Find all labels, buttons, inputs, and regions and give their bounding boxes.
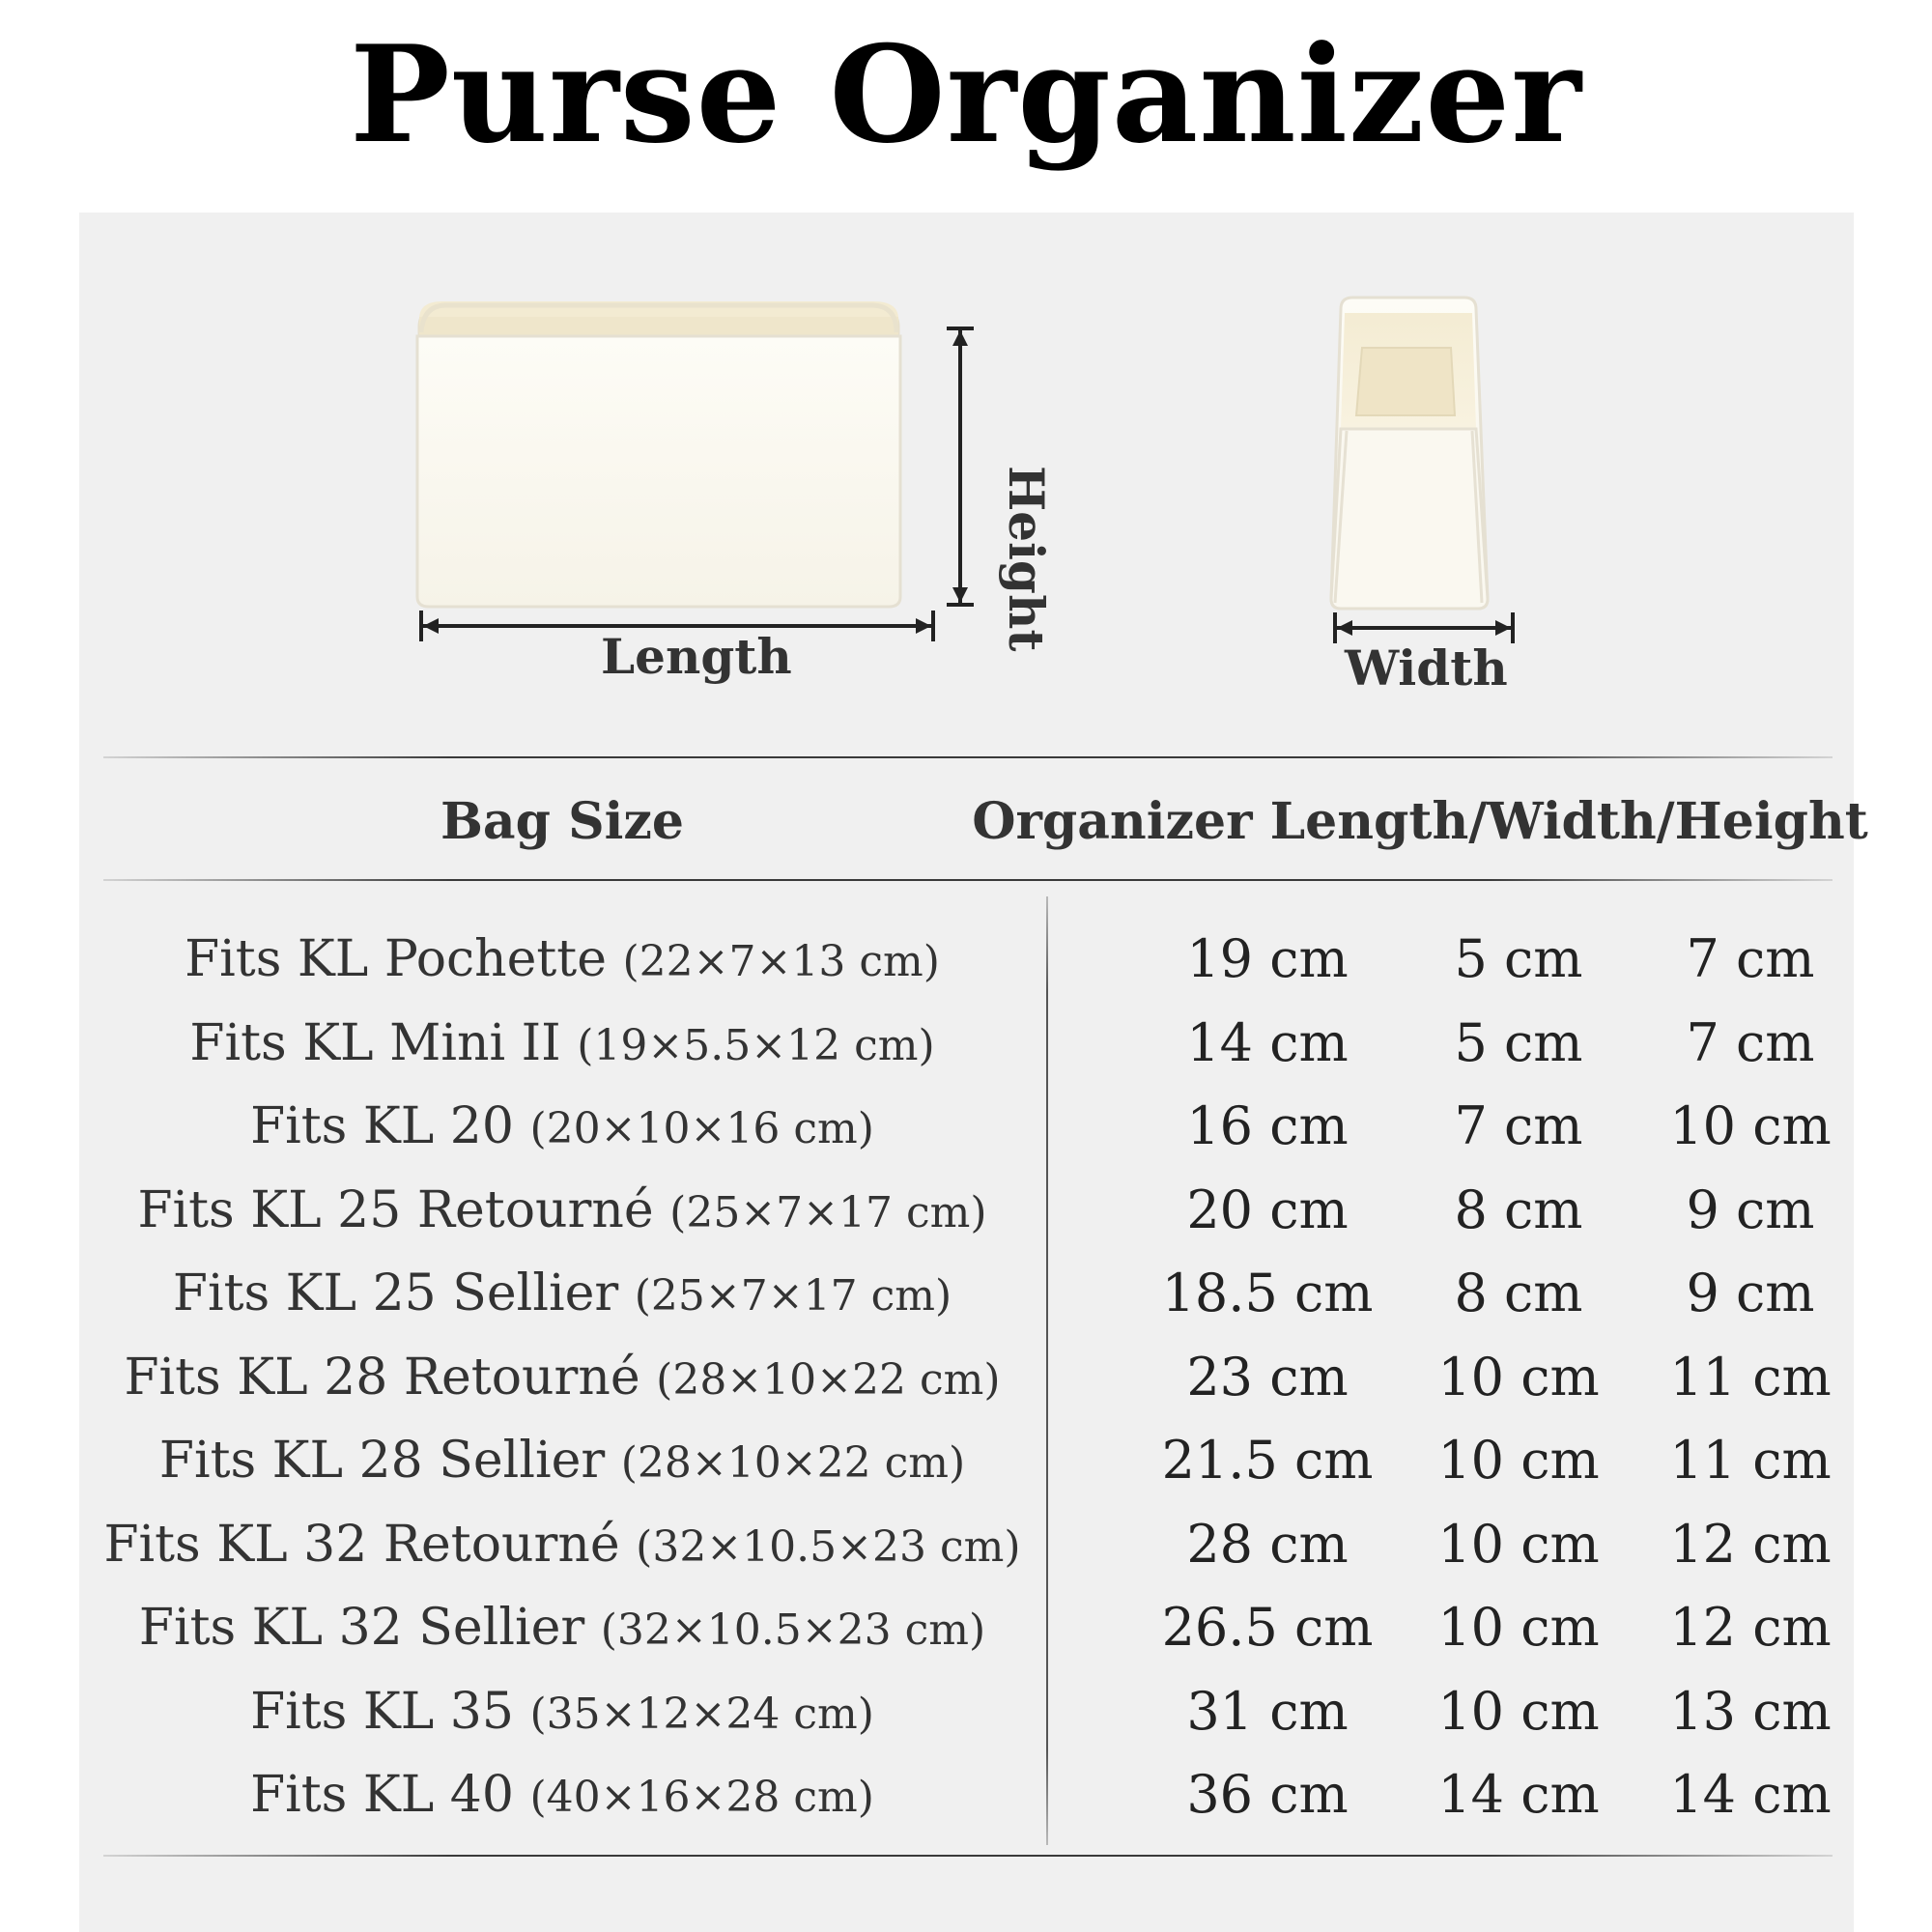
header-organizer-dimensions: Organizer Length/Width/Height — [972, 792, 1868, 851]
organizer-side-view — [1331, 298, 1488, 609]
bag-size-cell — [79, 1753, 1045, 1840]
bag-name: Fits KL Mini II — [189, 1013, 561, 1072]
table-row — [79, 1085, 1854, 1169]
organizer-height: 11 cm — [1669, 1430, 1832, 1491]
organizer-width: 10 cm — [1437, 1346, 1600, 1407]
bag-dimensions: (25×7×17 cm) — [634, 1271, 952, 1321]
organizer-width: 10 cm — [1437, 1680, 1600, 1742]
organizer-width: 10 cm — [1437, 1430, 1600, 1491]
bag-dimensions: (22×7×13 cm) — [622, 937, 940, 986]
bag-name: Fits KL Pochette — [185, 930, 607, 988]
bag-name: Fits KL 32 Retourné — [103, 1515, 620, 1574]
bag-size-cell — [79, 918, 1045, 1005]
organizer-height: 9 cm — [1686, 1179, 1815, 1240]
organizer-length: 14 cm — [1186, 1011, 1349, 1073]
organizer-length: 20 cm — [1186, 1179, 1349, 1240]
bag-size-cell — [79, 1085, 1045, 1172]
organizer-height: 12 cm — [1669, 1513, 1832, 1575]
bag-size-cell — [79, 1252, 1045, 1339]
bag-size-cell — [79, 1336, 1045, 1423]
organizer-width: 10 cm — [1437, 1597, 1600, 1658]
organizer-width: 5 cm — [1454, 1011, 1583, 1073]
table-row — [79, 1753, 1854, 1837]
header-bag-size: Bag Size — [440, 792, 685, 851]
bag-dimensions: (32×10.5×23 cm) — [600, 1605, 986, 1655]
bag-dimensions: (28×10×22 cm) — [656, 1354, 1001, 1405]
organizer-height: 7 cm — [1686, 1011, 1815, 1073]
bag-dimensions: (28×10×22 cm) — [620, 1438, 966, 1488]
organizer-height: 10 cm — [1669, 1095, 1832, 1156]
table-row — [79, 1670, 1854, 1754]
organizer-length: 28 cm — [1186, 1513, 1349, 1575]
organizer-length: 18.5 cm — [1161, 1263, 1374, 1323]
organizer-width: 8 cm — [1454, 1179, 1583, 1240]
bag-name: Fits KL 35 — [250, 1682, 514, 1741]
divider-bottom — [103, 1855, 1833, 1857]
bag-size-cell — [79, 1419, 1045, 1506]
organizer-length: 19 cm — [1186, 928, 1349, 989]
bag-name: Fits KL 40 — [250, 1766, 514, 1824]
bag-name: Fits KL 20 — [250, 1097, 514, 1155]
bag-dimensions: (19×5.5×12 cm) — [577, 1020, 935, 1070]
organizer-width: 7 cm — [1454, 1095, 1583, 1156]
bag-dimensions: (40×16×28 cm) — [529, 1773, 874, 1822]
organizer-width: 10 cm — [1437, 1513, 1600, 1575]
organizer-length: 36 cm — [1186, 1764, 1349, 1825]
bag-name: Fits KL 28 Sellier — [158, 1432, 606, 1490]
table-row — [79, 1419, 1854, 1503]
bag-dimensions: (20×10×16 cm) — [529, 1104, 874, 1153]
organizer-height: 14 cm — [1669, 1764, 1832, 1825]
bag-size-cell — [79, 1002, 1045, 1089]
bag-size-cell — [79, 1586, 1045, 1673]
organizer-diagram — [79, 213, 1854, 753]
organizer-height: 11 cm — [1669, 1346, 1832, 1407]
organizer-illustration — [79, 213, 1854, 753]
organizer-height: 7 cm — [1686, 928, 1815, 989]
table-row — [79, 1586, 1854, 1670]
bag-dimensions: (32×10.5×23 cm) — [636, 1521, 1021, 1572]
bag-dimensions: (25×7×17 cm) — [669, 1187, 987, 1237]
content-panel — [79, 213, 1868, 1932]
organizer-width: 5 cm — [1454, 928, 1583, 989]
height-dimension-line — [947, 328, 974, 605]
organizer-height: 12 cm — [1669, 1597, 1832, 1658]
bag-size-cell — [79, 1670, 1045, 1757]
bag-size-cell — [79, 1503, 1045, 1590]
divider-top — [103, 756, 1833, 758]
width-label: Width — [1345, 639, 1508, 696]
table-row — [79, 1002, 1854, 1086]
table-row — [79, 1169, 1854, 1253]
bag-name: Fits KL 32 Sellier — [138, 1599, 585, 1657]
table-row — [79, 1336, 1854, 1420]
organizer-length: 26.5 cm — [1161, 1597, 1374, 1658]
bag-name: Fits KL 28 Retourné — [124, 1348, 640, 1406]
length-label: Length — [601, 628, 792, 685]
organizer-length: 31 cm — [1186, 1680, 1349, 1742]
organizer-height: 13 cm — [1669, 1680, 1832, 1742]
divider-header — [103, 879, 1833, 881]
bag-name: Fits KL 25 Retourné — [137, 1180, 654, 1239]
organizer-length: 23 cm — [1186, 1346, 1349, 1407]
page-title: Purse Organizer — [350, 15, 1582, 173]
size-table — [79, 918, 1854, 1837]
organizer-front-view — [417, 301, 900, 607]
table-row — [79, 1252, 1854, 1336]
table-row — [79, 1503, 1854, 1587]
organizer-width: 14 cm — [1437, 1764, 1600, 1825]
organizer-width: 8 cm — [1454, 1263, 1583, 1323]
height-label: Height — [998, 466, 1055, 652]
bag-dimensions: (35×12×24 cm) — [529, 1689, 874, 1739]
bag-name: Fits KL 25 Sellier — [172, 1264, 619, 1322]
bag-size-cell — [79, 1169, 1045, 1256]
organizer-length: 21.5 cm — [1161, 1430, 1374, 1491]
organizer-height: 9 cm — [1686, 1263, 1815, 1323]
organizer-length: 16 cm — [1186, 1095, 1349, 1156]
table-row — [79, 918, 1854, 1002]
